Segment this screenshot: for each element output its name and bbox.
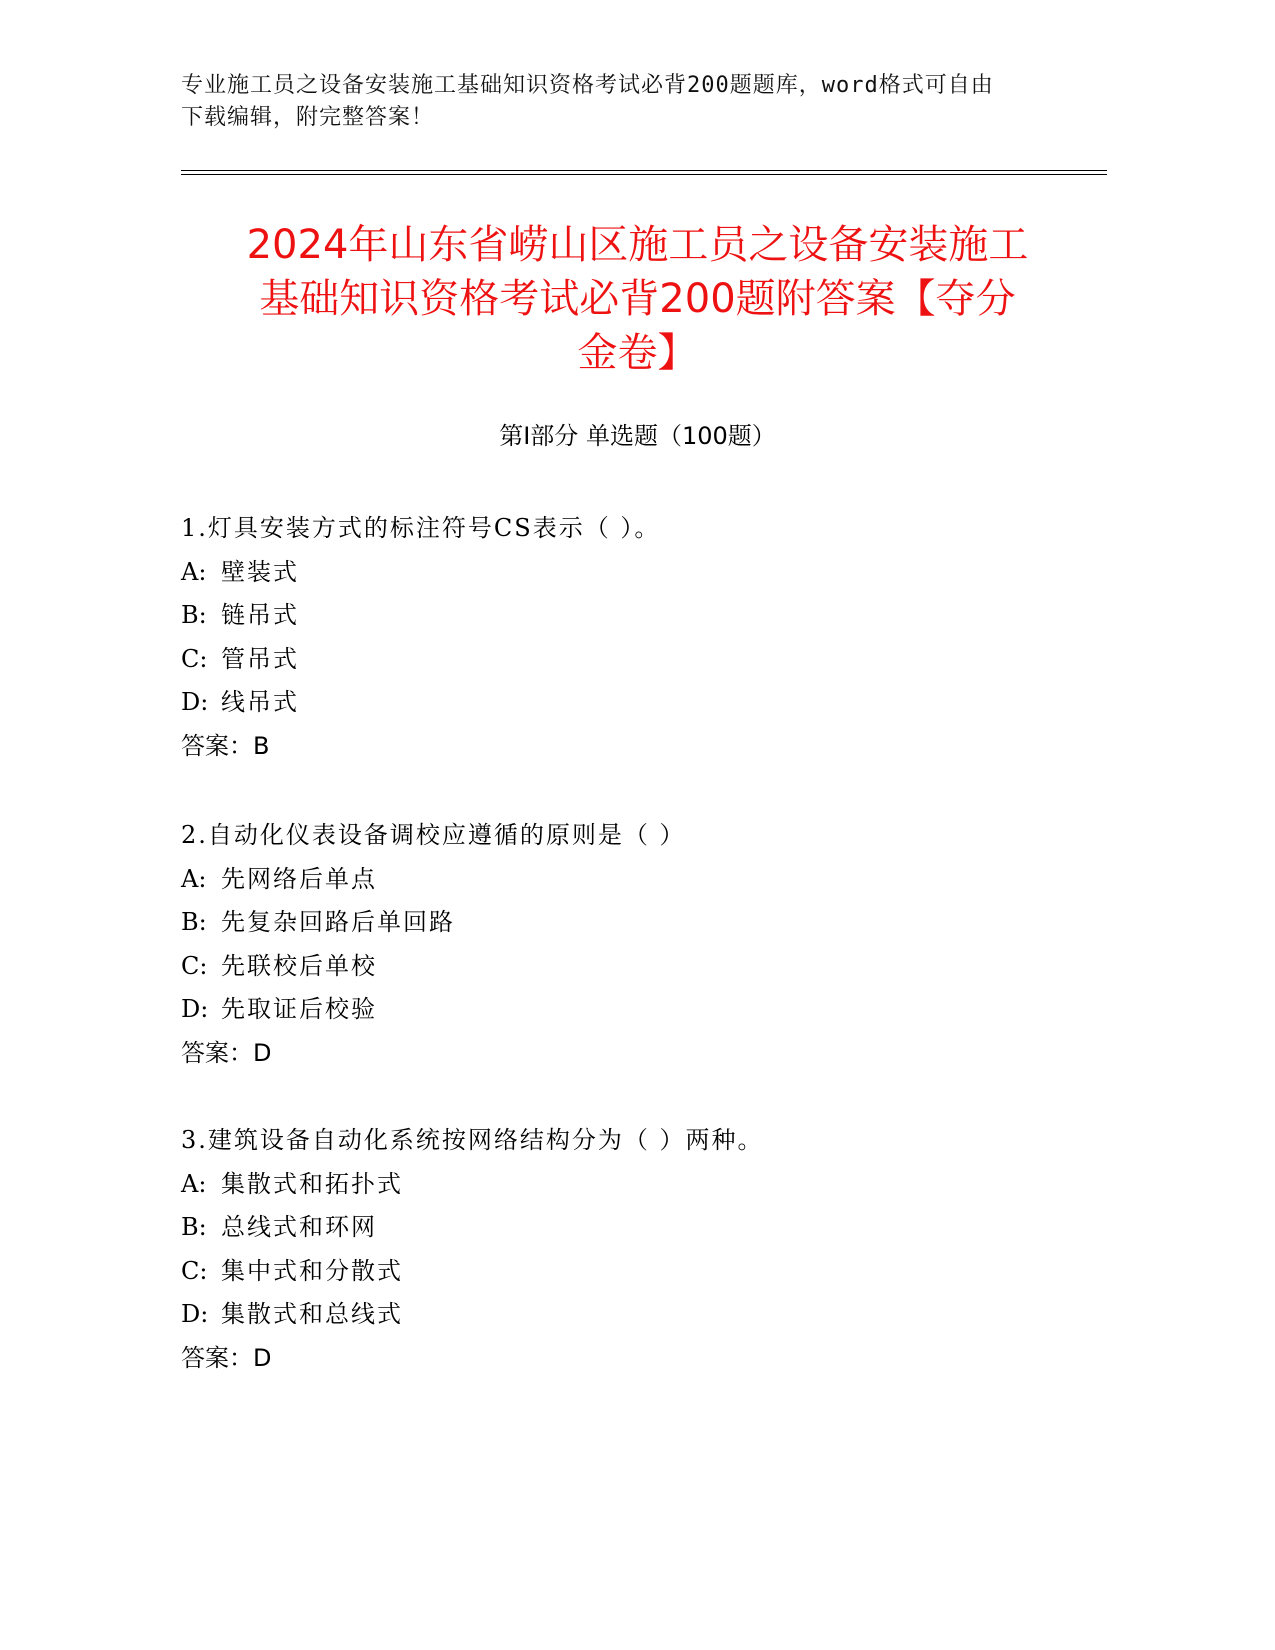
option-letter: A: <box>181 864 207 893</box>
option-text: 链吊式 <box>221 601 299 629</box>
option-text: 先联校后单校 <box>221 951 377 980</box>
question-item <box>181 814 1081 1075</box>
title-line-3: 金卷】 <box>577 330 698 376</box>
option-b <box>181 1206 1081 1250</box>
header-note-line-2: 下载编辑，附完整答案！ <box>181 105 435 130</box>
option-letter: A: <box>181 557 207 586</box>
title-line-1: 2024年山东省崂山区施工员之设备安装施工 <box>246 222 1029 268</box>
question-item <box>181 1119 1081 1380</box>
option-c <box>181 1250 1081 1294</box>
option-letter: C: <box>181 644 208 673</box>
option-text: 壁装式 <box>221 557 299 586</box>
option-d <box>181 988 1081 1032</box>
option-c <box>181 945 1081 989</box>
option-a <box>181 1163 1081 1207</box>
option-a <box>181 858 1081 902</box>
option-text: 管吊式 <box>221 644 299 673</box>
header-divider-top <box>181 170 1107 171</box>
question-stem: 3.建筑设备自动化系统按网络结构分为（ ）两种。 <box>181 1126 764 1154</box>
option-text: 总线式和环网 <box>221 1213 377 1241</box>
section-heading: 第Ⅰ部分 单选题（100题） <box>499 422 776 450</box>
option-d <box>181 681 1081 725</box>
document-title <box>150 218 1125 380</box>
option-text: 线吊式 <box>221 688 299 716</box>
option-text: 先网络后单点 <box>221 864 377 893</box>
option-letter: D: <box>181 688 209 716</box>
option-letter: B: <box>181 601 207 629</box>
option-b <box>181 901 1081 945</box>
question-stem: 2.自动化仪表设备调校应遵循的原则是（ ） <box>181 821 686 849</box>
option-letter: B: <box>181 908 207 936</box>
question-stem: 1.灯具安装方式的标注符号CS表示（ ）。 <box>181 514 661 542</box>
answer-line: 答案：D <box>181 1343 272 1372</box>
option-letter: B: <box>181 1213 207 1241</box>
option-text: 集散式和总线式 <box>221 1300 403 1328</box>
answer-line: 答案：D <box>181 1038 272 1067</box>
option-letter: D: <box>181 1300 209 1328</box>
option-a <box>181 551 1081 595</box>
title-line-2: 基础知识资格考试必背200题附答案【夺分 <box>259 276 1016 322</box>
option-d <box>181 1293 1081 1337</box>
option-b <box>181 594 1081 638</box>
header-divider-bottom <box>181 174 1107 175</box>
option-c <box>181 638 1081 682</box>
option-text: 集散式和拓扑式 <box>221 1169 403 1198</box>
option-letter: A: <box>181 1169 207 1198</box>
header-note-line-1: 专业施工员之设备安装施工基础知识资格考试必背200题题库，word格式可自由 <box>181 73 994 98</box>
option-text: 集中式和分散式 <box>221 1256 403 1285</box>
header-note <box>181 70 1061 134</box>
option-text: 先复杂回路后单回路 <box>221 908 455 936</box>
question-item <box>181 507 1081 768</box>
option-text: 先取证后校验 <box>221 995 377 1023</box>
option-letter: D: <box>181 995 209 1023</box>
answer-line: 答案：B <box>181 731 270 760</box>
option-letter: C: <box>181 951 208 980</box>
option-letter: C: <box>181 1256 208 1285</box>
